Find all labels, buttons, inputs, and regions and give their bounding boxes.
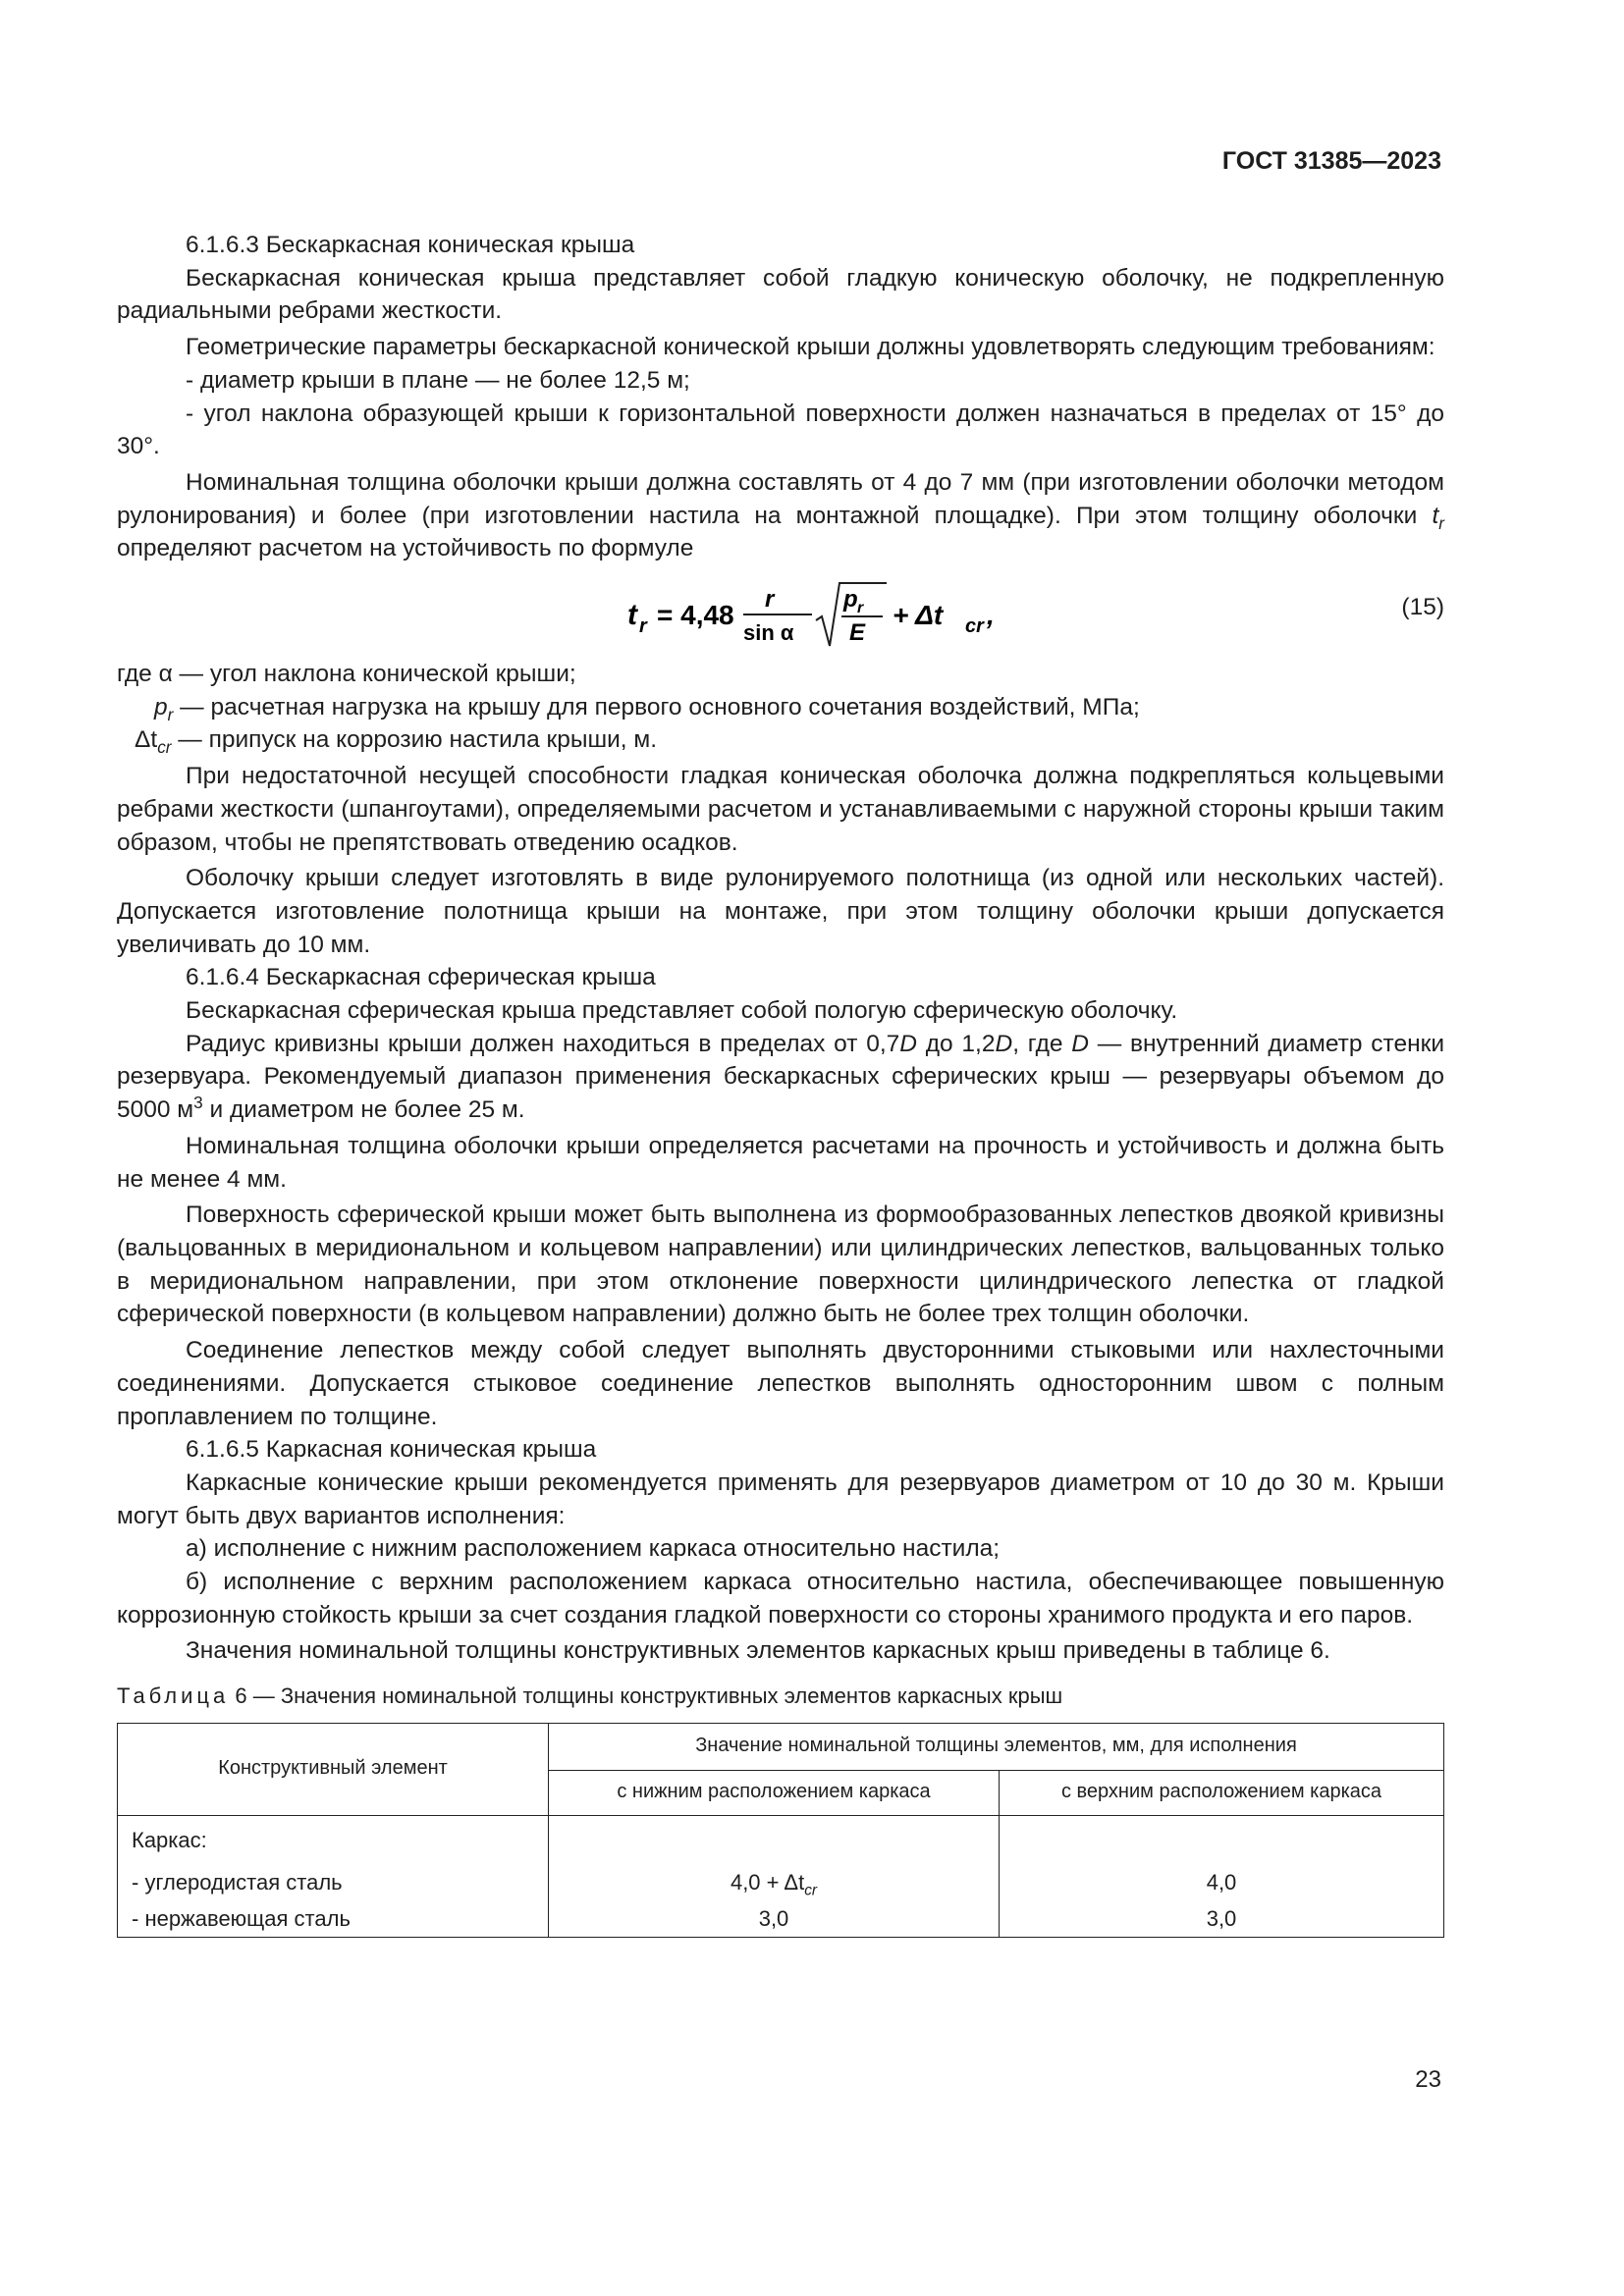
group-label: Каркас: <box>118 1815 549 1864</box>
formula-eq: = 4,48 <box>657 600 734 631</box>
formula-plus: + Δt <box>893 600 944 631</box>
table-row <box>118 1864 1444 1901</box>
table-row <box>118 1901 1444 1937</box>
where-line: $p_r$ — расчетная нагрузка на крышу для первого основного сочетания воздействий, МПа; <box>154 693 1140 724</box>
table-caption: Таблица 6 — Значения номинальной толщины конструктивных элементов каркасных крыш <box>117 1683 1063 1709</box>
list-item: - угол наклона образующей крыши к горизонтальной поверхности должен назначаться в пределах от 15° до 30°. <box>117 400 1444 460</box>
formula-graphic <box>627 577 1040 656</box>
formula-root-num: p <box>843 586 858 614</box>
paragraph: Поверхность сферической крыши может быть выполнена из формообразованных лепестков двоякой кривизны (вальцованных в меридиональном и кольцевом направлении) или цилиндрических лепестков, вальцованных только в меридиональном направлении, при этом отклонение поверхности цилиндрического лепестка от гладкой сферической поверхности (в кольцевом направлении) должно быть не более трех толщин оболочки. <box>117 1201 1444 1328</box>
formula-plus-sub: cr <box>965 615 984 638</box>
row-lower-value: 3,0 <box>549 1901 1000 1937</box>
formula-lhs-sub: r <box>639 615 647 638</box>
row-element: - нержавеющая сталь <box>118 1901 549 1937</box>
paragraph: Значения номинальной толщины конструктивных элементов каркасных крыш приведены в таблице 6. <box>186 1637 1330 1665</box>
paragraph: Радиус кривизны крыши должен находиться в пределах от 0,7D до 1,2D, где D — внутренний диаметр стенки резервуара. Рекомендуемый диапазон применения бескаркасных сферических крыш — резервуары объемом до 5000 $м^3$ и диаметром не более 25 м. <box>117 1030 1445 1124</box>
section-title-6163: 6.1.6.3 Бескаркасная коническая крыша <box>186 232 635 258</box>
formula-number: (15) <box>1401 594 1444 621</box>
formula-root-num-sub: r <box>857 600 864 617</box>
section-title-6164: 6.1.6.4 Бескаркасная сферическая крыша <box>186 964 656 991</box>
paragraph: Каркасные конические крыши рекомендуется применять для резервуаров диаметром от 10 до 30 м. Крыши могут быть двух вариантов исполнения: <box>117 1468 1444 1529</box>
list-item: б) исполнение с верхним расположением каркаса относительно настила, обеспечивающее повышенную коррозионную стойкость крыши за счет создания гладкой поверхности со стороны хранимого продукта и его паров. <box>117 1569 1444 1629</box>
standard-header: ГОСТ 31385—2023 <box>1221 147 1441 175</box>
formula-frac-den: sin α <box>743 620 794 646</box>
paragraph: Геометрические параметры бескаркасной конической крыши должны удовлетворять следующим требованиям: <box>186 334 1435 361</box>
row-upper-value: 3,0 <box>1000 1901 1444 1937</box>
formula-lhs: t <box>627 599 637 632</box>
col-lower-header: с нижним расположением каркаса <box>549 1770 1000 1815</box>
col-group-header: Значение номинальной толщины элементов, мм, для исполнения <box>549 1723 1444 1770</box>
paragraph: Номинальная толщина оболочки крыши должна составлять от 4 до 7 мм (при изготовлении оболочки методом рулонирования) и более (при изготовлении настила на монтажной площадке). При этом толщину оболочки $t_r$ определяют расчетом на устойчивость по формуле <box>117 468 1444 562</box>
row-lower-value: $4,0 + \Delta t_{cr}$ <box>549 1864 1000 1901</box>
paragraph: При недостаточной несущей способности гладкая коническая оболочка должна подкрепляться кольцевыми ребрами жесткости (шпангоутами), определяемыми расчетом и устанавливаемыми с наружной стороны крыши таким образом, чтобы не препятствовать отведению осадков. <box>117 763 1444 856</box>
row-element: - углеродистая сталь <box>118 1864 549 1901</box>
page-number: 23 <box>1415 2066 1441 2093</box>
document-body <box>117 229 1444 1938</box>
formula-frac-num: r <box>765 586 775 614</box>
col-upper-header: с верхним расположением каркаса <box>1000 1770 1444 1815</box>
table-6 <box>117 1723 1444 1938</box>
table-header-row <box>118 1723 1444 1770</box>
col-element-header: Конструктивный элемент <box>118 1723 549 1815</box>
paragraph: Соединение лепестков между собой следует выполнять двусторонними стыковыми или нахлесточными соединениями. Допускается стыковое соединение лепестков выполнять односторонним швом с полным проплавлением по толщине. <box>117 1337 1444 1430</box>
paragraph: Бескаркасная коническая крыша представляет собой гладкую коническую оболочку, не подкрепленную радиальными ребрами жесткости. <box>117 264 1444 325</box>
formula-15 <box>117 569 1444 656</box>
where-line: $\Delta t_{cr}$ — припуск на коррозию настила крыши, м. <box>135 726 658 758</box>
paragraph: Бескаркасная сферическая крыша представляет собой пологую сферическую оболочку. <box>186 997 1178 1025</box>
row-upper-value: 4,0 <box>1000 1864 1444 1901</box>
formula-tail: , <box>987 600 995 631</box>
where-line: где α — угол наклона конической крыши; <box>117 661 576 688</box>
paragraph: Оболочку крыши следует изготовлять в виде рулонируемого полотнища (из одной или нескольких частей). Допускается изготовление полотнища крыши на монтаже, при этом толщину оболочки крыши допускается увеличивать до 10 мм. <box>117 865 1444 958</box>
table-row <box>118 1815 1444 1864</box>
paragraph: Номинальная толщина оболочки крыши определяется расчетами на прочность и устойчивость и должна быть не менее 4 мм. <box>117 1132 1444 1193</box>
list-item: а) исполнение с нижним расположением каркаса относительно настила; <box>186 1535 1001 1563</box>
list-item: - диаметр крыши в плане — не более 12,5 м; <box>186 366 690 394</box>
section-title-6165: 6.1.6.5 Каркасная коническая крыша <box>186 1436 597 1464</box>
formula-root-den: E <box>849 619 866 647</box>
